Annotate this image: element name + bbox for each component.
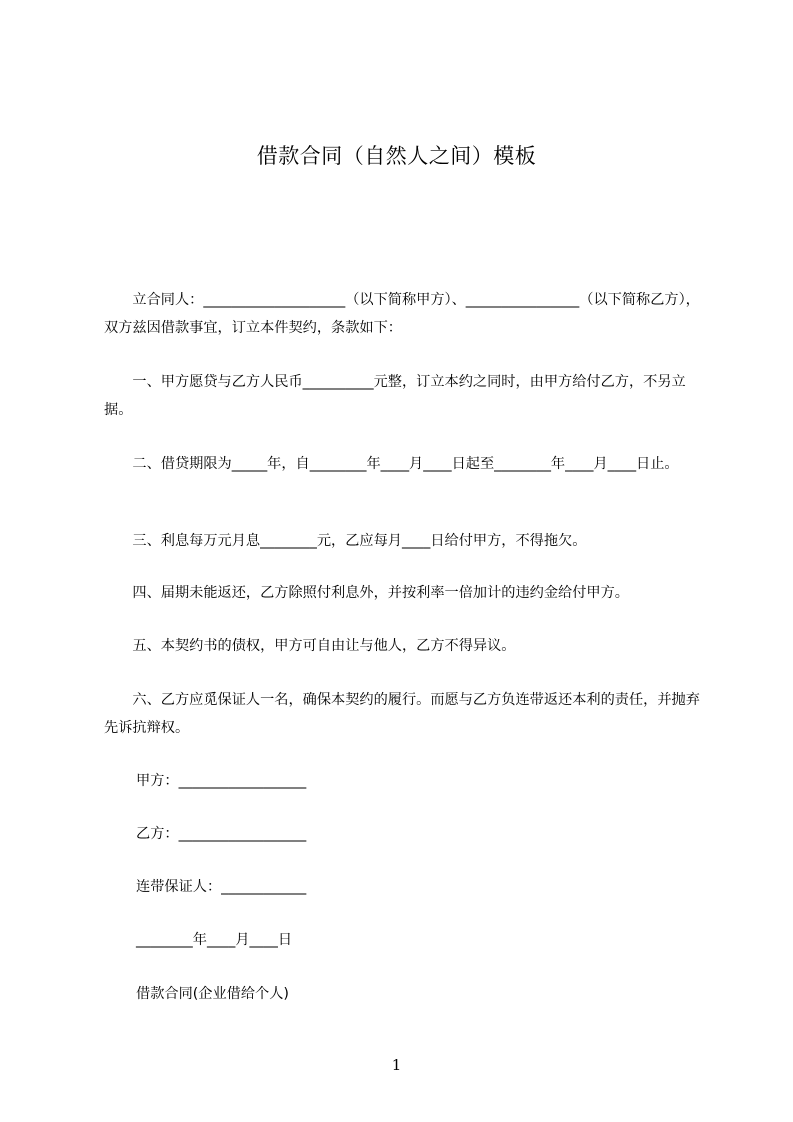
clause-1-paragraph: 一、甲方愿贷与乙方人民币__________元整，订立本约之同时，由甲方给付乙方，不另立据。 [104, 374, 686, 418]
preamble-paragraph: 立合同人：____________________（以下简称甲方）、________________（以下简称乙方），双方兹因借款事宜，订立本件契约，条款如下： [104, 292, 700, 336]
guarantor-signature-line: 连带保证人：____________ [136, 879, 307, 895]
party-b-signature-line: 乙方：__________________ [136, 826, 307, 842]
clause-3-paragraph: 三、利息每万元月息________元，乙应每月____日给付甲方，不得拖欠。 [104, 533, 587, 549]
clause-2-paragraph: 二、借贷期限为_____年，自________年____月____日起至________年____月____日止。 [104, 456, 679, 472]
clause-6-paragraph: 六、乙方应觅保证人一名，确保本契约的履行。而愿与乙方负连带返还本利的责任，并抛弃先诉抗辩权。 [104, 692, 700, 736]
party-a-signature-line: 甲方：__________________ [136, 773, 307, 789]
page-number: 1 [391, 1056, 402, 1074]
date-line: ________年____月____日 [136, 932, 293, 948]
clause-4-paragraph: 四、届期未能返还，乙方除照付利息外，并按利率一倍加计的违约金给付甲方。 [104, 585, 629, 601]
clause-5-paragraph: 五、本契约书的债权，甲方可自由让与他人，乙方不得异议。 [104, 638, 516, 654]
next-section-heading: 借款合同(企业借给个人) [136, 986, 289, 1002]
document-title: 借款合同（自然人之间）模板 [256, 144, 537, 168]
